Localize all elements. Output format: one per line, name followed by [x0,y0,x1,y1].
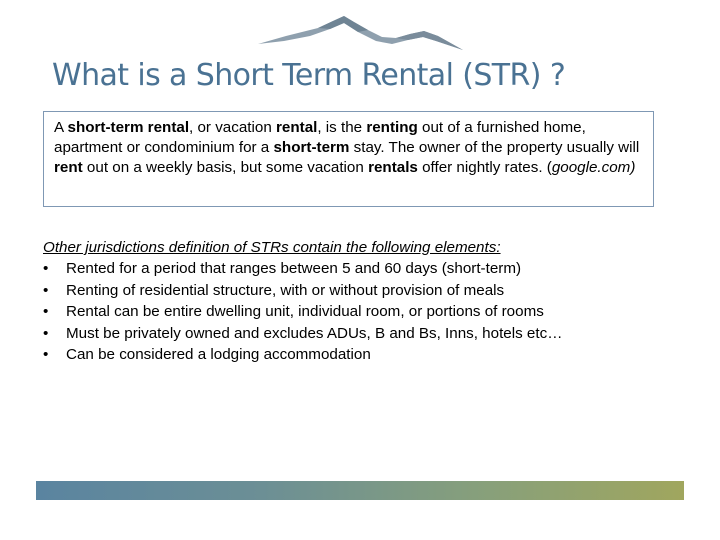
definition-text: offer nightly rates. ( [417,159,552,176]
elements-list [43,259,693,365]
list-item [43,259,693,279]
definition-text: out of a furnished home, apartment or condominium for a [54,119,586,156]
mountain-logo-icon [258,14,463,52]
bullet-dot: • [43,281,49,299]
definition-text: , or vacation [189,119,276,136]
definition-text: stay. The owner of the property usually will [349,139,640,156]
definition-box [43,111,654,207]
list-item-text: Can be considered a lodging accommodation [66,346,371,363]
definition-text: , is the [317,119,367,136]
bullet-dot: • [43,260,49,277]
slide-title: What is a Short Term Rental (STR) ? [52,58,566,93]
definition-bold-short-term: short-term [273,139,350,156]
bullet-dot: • [43,346,49,363]
list-item-text: Must be privately owned and excludes ADUs, B and Bs, Inns, hotels etc… [66,324,563,342]
definition-bold-renting: renting [366,119,418,136]
list-item [43,345,693,365]
bullet-dot: • [43,324,49,342]
definition-bold-rental: rental [276,119,318,136]
definition-source: google.com) [551,159,636,176]
list-item-text: Rented for a period that ranges between 5 and 60 days (short-term) [66,260,522,277]
definition-bold-short-term-rental: short-term rental [67,119,190,136]
list-item-text: Renting of residential structure, with or without provision of meals [66,281,505,299]
footer-gradient-bar [36,481,684,500]
definition-bold-rent: rent [54,159,83,176]
str-elements-section [43,238,693,367]
list-item [43,324,693,344]
list-item [43,281,693,301]
list-item [43,302,693,322]
list-item-text: Rental can be entire dwelling unit, individual room, or portions of rooms [66,303,544,320]
definition-text: out on a weekly basis, but some vacation [82,159,369,176]
definition-text: A [54,119,68,136]
bullet-dot: • [43,303,49,320]
definition-bold-rentals: rentals [368,159,418,176]
elements-heading: Other jurisdictions definition of STRs contain the following elements: [43,239,501,256]
